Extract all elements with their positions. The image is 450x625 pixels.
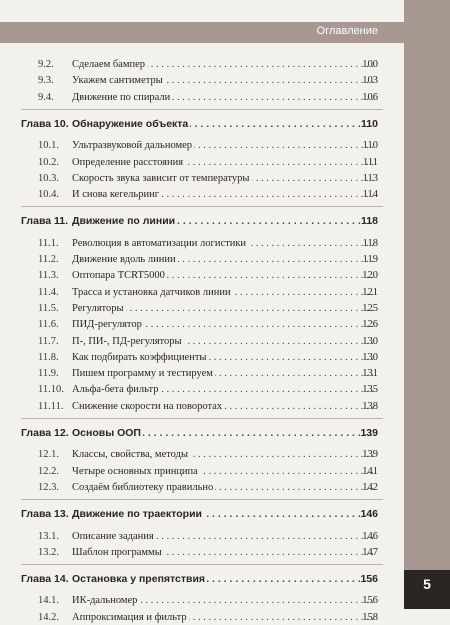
toc-entry-row[interactable] <box>0 593 404 608</box>
page-ref: 135 <box>362 384 378 396</box>
section-title <box>72 464 374 479</box>
toc-chapter-row[interactable] <box>0 507 404 522</box>
section-title <box>72 593 374 608</box>
toc-entry-row[interactable] <box>0 155 404 170</box>
toc-entry-row[interactable] <box>0 90 404 105</box>
section-number: 11.2. <box>38 254 59 265</box>
entry-title-text: Определение расстояния <box>72 156 184 168</box>
section-title <box>72 73 374 88</box>
page-ref: 139 <box>362 449 378 461</box>
toc-chapter-row[interactable] <box>0 426 404 441</box>
toc-entry-row[interactable] <box>0 187 404 202</box>
page-ref: 158 <box>362 611 378 623</box>
section-title <box>72 366 374 381</box>
toc-entry-row[interactable] <box>0 399 404 414</box>
toc-entry-row[interactable] <box>0 171 404 186</box>
toc-entry-row[interactable] <box>0 366 404 381</box>
toc-entry-row[interactable] <box>0 480 404 495</box>
section-number: 11.6. <box>38 319 59 331</box>
section-number: 11.10. <box>38 384 64 396</box>
entry-title-text: Описание задания <box>72 530 154 542</box>
page-ref: 100 <box>362 59 378 70</box>
toc-entry-row[interactable] <box>0 268 404 283</box>
page-ref: 138 <box>362 400 378 412</box>
toc-entry-row[interactable] <box>0 252 404 267</box>
chapter-title <box>72 214 374 229</box>
section-title <box>72 399 374 414</box>
page-ref: 130 <box>362 351 378 363</box>
toc-entry-row[interactable] <box>0 317 404 332</box>
section-number: 11.1. <box>38 237 59 249</box>
toc-chapter-row[interactable] <box>0 214 404 229</box>
section-number: 11.7. <box>38 335 59 347</box>
section-number: 13.1. <box>38 530 59 542</box>
page-ref: 156 <box>360 573 378 586</box>
entry-title-text: Движение вдоль линии <box>72 254 176 265</box>
section-title <box>72 350 374 365</box>
page-ref: 120 <box>362 270 378 282</box>
entry-title-text: Оптопара TCRT5000 <box>72 270 165 282</box>
toc-entry-row[interactable] <box>0 529 404 544</box>
section-number: 12.2. <box>38 465 59 477</box>
section-number: 11.5. <box>38 302 59 314</box>
chapter-title <box>72 117 374 132</box>
entry-title-text: Пишем программу и тестируем <box>72 368 213 380</box>
section-number: 11.3. <box>38 270 59 282</box>
section-title <box>72 90 374 105</box>
section-title <box>72 57 374 72</box>
page-sidebar-band <box>404 0 450 609</box>
entry-title-text: Аппроксимация и фильтр <box>72 611 187 623</box>
section-number: 13.2. <box>38 546 59 558</box>
entry-title-text: Снижение скорости на поворотах <box>72 400 223 412</box>
section-title <box>72 171 374 186</box>
section-title <box>72 252 374 267</box>
entry-title-text: Создаём библиотеку правильно <box>72 481 214 493</box>
section-number: 10.3. <box>38 172 59 184</box>
entry-title-text: Революция в автоматизации логистики <box>72 237 247 249</box>
page-ref: 130 <box>362 335 378 347</box>
page-ref: 126 <box>362 319 378 331</box>
section-title <box>72 480 374 495</box>
toc-entry-row[interactable] <box>0 73 404 88</box>
page-ref: 118 <box>362 237 378 249</box>
page-ref: 106 <box>362 91 378 103</box>
chapter-title <box>72 426 374 441</box>
header-title: Оглавление <box>316 25 378 37</box>
section-number: 12.3. <box>38 481 59 493</box>
toc-entry-row[interactable] <box>0 334 404 349</box>
chapter-number: Глава 11. <box>21 215 69 228</box>
page-ref: 156 <box>362 595 378 607</box>
page-ref: 103 <box>362 75 378 87</box>
entry-title-text: Ультразвуковой дальномер <box>72 140 193 152</box>
page-ref: 119 <box>362 254 378 265</box>
toc-chapter-row[interactable] <box>0 572 404 587</box>
toc-entry-row[interactable] <box>0 301 404 316</box>
chapter-number: Глава 14. <box>21 573 69 586</box>
entry-title-text: Регуляторы <box>72 302 124 314</box>
section-title <box>72 382 374 397</box>
entry-title-text: Движение по траектории <box>72 508 202 521</box>
page-ref: 146 <box>362 530 378 542</box>
section-title <box>72 301 374 316</box>
chapter-number: Глава 13. <box>21 508 69 521</box>
entry-title-text: Остановка у препятствия <box>72 573 206 586</box>
entry-title-text: Обнаружение объекта <box>72 117 189 130</box>
entry-title-text: Скорость звука зависит от температуры <box>72 172 250 184</box>
toc-entry-row[interactable] <box>0 464 404 479</box>
entry-title-text: Движение по спирали <box>72 91 171 103</box>
section-number: 10.2. <box>38 156 59 168</box>
toc-entry-row[interactable] <box>0 545 404 560</box>
entry-title-text: Укажем сантиметры <box>72 75 163 87</box>
section-title <box>72 268 374 283</box>
entry-title-text: Шаблон программы <box>72 546 162 558</box>
section-title <box>72 447 374 462</box>
toc-entry-row[interactable] <box>0 236 404 251</box>
section-number: 9.3. <box>38 75 54 87</box>
page-ref: 125 <box>362 302 378 314</box>
section-title <box>72 138 374 153</box>
chapter-divider <box>21 564 383 565</box>
page-ref: 139 <box>360 427 378 439</box>
toc-entry-row[interactable] <box>0 350 404 365</box>
section-number: 9.4. <box>38 91 54 103</box>
page-ref: 113 <box>362 172 378 184</box>
page-ref: 111 <box>363 156 378 168</box>
section-title <box>72 285 374 300</box>
section-title <box>72 187 374 202</box>
toc-entry-row[interactable] <box>0 138 404 153</box>
entry-title-text: Сделаем бампер <box>72 59 146 70</box>
page-ref: 141 <box>362 465 378 477</box>
page-ref: 147 <box>362 546 378 558</box>
section-title <box>72 334 374 349</box>
toc-entry-row[interactable] <box>0 57 404 72</box>
entry-title-text: И снова кегельринг <box>72 189 159 201</box>
chapter-title <box>72 572 374 587</box>
section-number: 12.1. <box>38 449 59 461</box>
entry-title-text: Как подбирать коэффициенты <box>72 351 207 363</box>
entry-title-text: ИК-дальномер <box>72 595 138 607</box>
entry-title-text: П-, ПИ-, ПД-регуляторы <box>72 335 182 347</box>
section-title <box>72 317 374 332</box>
chapter-number: Глава 12. <box>21 427 69 439</box>
page-number: 5 <box>423 576 431 592</box>
page-ref: 114 <box>362 189 378 201</box>
page-ref: 142 <box>362 481 378 493</box>
section-number: 11.8. <box>38 351 59 363</box>
page-ref: 131 <box>362 368 378 380</box>
section-title <box>72 155 374 170</box>
entry-title-text: Четыре основных принципа <box>72 465 198 477</box>
page-ref: 110 <box>361 117 378 130</box>
section-number: 9.2. <box>38 59 54 70</box>
toc-entry-row[interactable] <box>0 447 404 462</box>
section-number: 11.4. <box>38 286 59 298</box>
section-title <box>72 610 374 625</box>
chapter-title <box>72 507 374 522</box>
entry-title-text: Альфа-бета фильтр <box>72 384 159 396</box>
section-number: 14.2. <box>38 611 59 623</box>
section-title <box>72 545 374 560</box>
chapter-number: Глава 10. <box>21 117 69 130</box>
section-number: 11.9. <box>38 368 59 380</box>
toc-entry-row[interactable] <box>0 285 404 300</box>
entry-title-text: Трасса и установка датчиков линии <box>72 286 231 298</box>
section-number: 14.1. <box>38 595 59 607</box>
section-number: 10.4. <box>38 189 59 201</box>
chapter-divider <box>21 418 383 419</box>
page-ref: 121 <box>362 286 378 298</box>
entry-title-text: Движение по линии <box>72 215 176 228</box>
entry-title-text: Классы, свойства, методы <box>72 449 189 461</box>
section-number: 11.11. <box>38 400 64 412</box>
chapter-divider <box>21 499 383 500</box>
page-ref: 146 <box>360 508 378 521</box>
page-ref: 110 <box>362 140 378 152</box>
toc-entry-row[interactable] <box>0 610 404 625</box>
section-title <box>72 236 374 251</box>
toc-chapter-row[interactable] <box>0 117 404 132</box>
page-ref: 118 <box>361 215 378 228</box>
chapter-divider <box>21 109 383 110</box>
section-number: 10.1. <box>38 140 59 152</box>
entry-title-text: ПИД-регулятор <box>72 319 142 331</box>
section-title <box>72 529 374 544</box>
chapter-divider <box>21 206 383 207</box>
entry-title-text: Основы ООП <box>72 427 141 439</box>
toc-entry-row[interactable] <box>0 382 404 397</box>
